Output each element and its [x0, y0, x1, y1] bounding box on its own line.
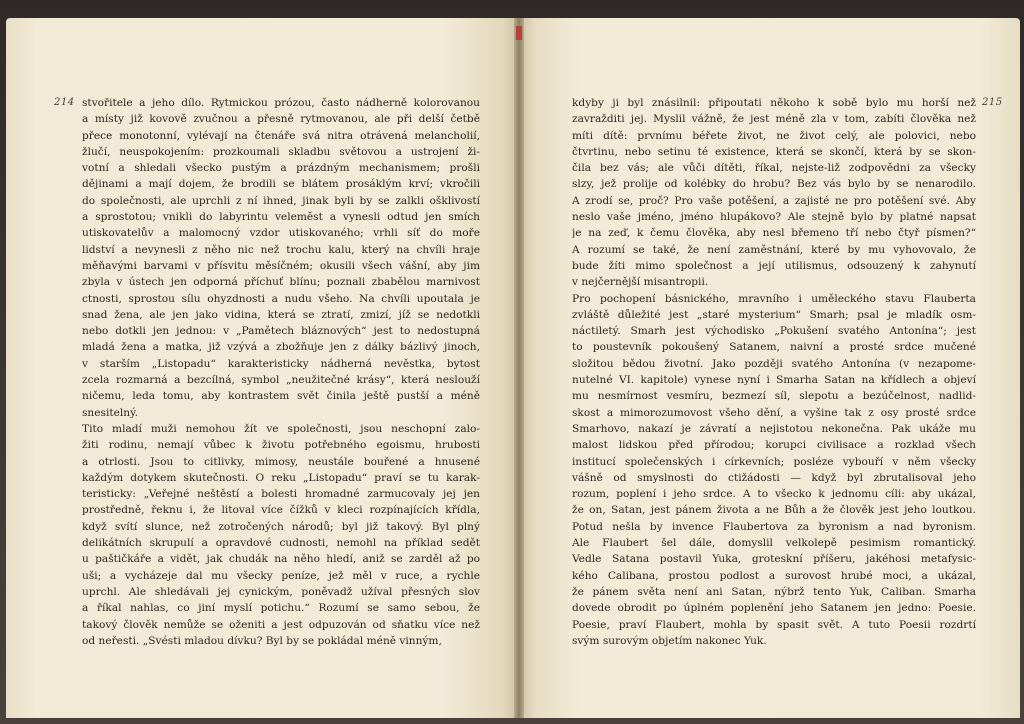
- text-line: do společnosti, ale uprchli z ní ihned, jinak byli by se zalkli ošklivostí: [82, 194, 480, 207]
- text-line: uprchl. Ale shledávali jej cynickým, poněvadž užíval přesných slov: [82, 585, 480, 598]
- text-line: dějinami a mají dojem, že brodili se blátem prosáklým krví; vkročili: [82, 178, 480, 191]
- text-line: čila bez vás; ale vůči dítěti, říkal, nejste-liž zodpovědni za všecky: [572, 162, 976, 175]
- text-line: a sprostotou; vnikli do labyrintu veleměst a vynesli odtud jen smích: [82, 211, 480, 224]
- text-line: ničemu, leda tomu, aby kontrastem svět činila ještě pustší a méně: [82, 390, 480, 403]
- text-line: měňavými barvami v přísvitu měsíčném; okusili všech vášní, aby jim: [82, 259, 480, 272]
- text-line: žlučí, neuspokojením: prozkoumali skladbu světovou a ustrojení ži-: [82, 145, 480, 158]
- text-line: institucí společenských i církevních; posléze vybouří v něm všecky: [572, 455, 976, 468]
- text-line: uši; a vycházeje dal mu všecky peníze, jež měl v ruce, a rychle: [82, 569, 480, 582]
- text-line: Potud nešla by invence Flaubertova za byronism a nad byronism.: [572, 520, 976, 533]
- text-line: lidství a nevynesli z něho nic než trochu kalu, který na chvíli hraje: [82, 243, 480, 256]
- text-line: a otrlosti. Jsou to citlivky, mimosy, neustále bouřené a hnusené: [82, 455, 480, 468]
- text-line: snad žena, ale jen jako vidina, která se ztratí, zmizí, jíž se nedotkli: [82, 308, 480, 321]
- text-line: Tito mladí muži nemohou žít ve společnosti, jsou neschopní zalo-: [82, 422, 480, 435]
- text-line: kého Calibana, prostou podlost a surovost hrubé moci, a ukázal,: [572, 569, 976, 582]
- text-line: svým surovým objetím nakonec Yuk.: [572, 634, 767, 647]
- text-line: přece monotonní, vylévají na čtenáře svá nitra otrávená melancholií,: [82, 129, 480, 142]
- text-line: míti dítě: prvnímu béřete život, ne život celý, ale polovici, nebo: [572, 129, 976, 142]
- text-line: že on, Satan, jest pánem života a ne Bůh a že člověk jest jeho loutkou.: [572, 504, 976, 517]
- text-line: od neřesti. „Svésti mladou dívku? Byl by se pokládal méně vinným,: [82, 634, 442, 647]
- text-line: čtvrtinu, nebo setinu té existence, která se skončí, která by se skon-: [572, 145, 976, 158]
- text-line: složitou bědou životní. Jako později svatého Antonína (v nezapome-: [572, 357, 976, 370]
- text-line: Poesie, praví Flaubert, mohla by spasit svět. A tuto Poesii rozdrtí: [572, 618, 976, 631]
- text-line: a říkal nahlas, co jiní myslí potichu.“ Rozumí se samo sebou, že: [82, 602, 480, 615]
- text-line: takový člověk nemůže se oženiti a jest odpuzován od sňatku více než: [82, 618, 480, 631]
- text-line: Smarhovo, nakazí je závratí a nejistotou nekonečna. Pak ukáže mu: [572, 422, 976, 435]
- text-line: stvořitele a jeho dílo. Rytmickou prózou, často nádherně kolorovanou: [82, 97, 480, 109]
- text-line: neslo vaše jméno, jméno hlupákovo? Ale stejně bylo by platné napsat: [572, 211, 976, 224]
- text-line: v nejčernější misantropii.: [572, 276, 709, 289]
- text-line: nebo dotkli jen jednou: v „Pamětech bláznových“ jest to nedostupná: [82, 325, 480, 338]
- text-line: a místy již kovově zvučnou a přesně rytmovanou, ale při delší četbě: [82, 113, 480, 126]
- text-line: slzy, jež prolije od kolébky do hrobu? Bez vás bylo by se nenarodilo.: [572, 178, 976, 191]
- text-line: utiskovatelův a malomocný vzdor utiskovaného; vrhli síť do moře: [82, 227, 480, 240]
- text-line: náctiletý. Smarh jest východisko „Pokušení svatého Antonína“; jest: [572, 325, 976, 338]
- text-line: votní a shledali všecko pustým a prázdným mechanismem; prošli: [82, 162, 480, 175]
- text-line: dovede obrodit po úplném poplenění jeho Satanem jen jedno: Poesie.: [572, 602, 976, 615]
- text-line: mladá žena a matka, již vzývá a zbožňuje jen z dálky bázlivý jinoch,: [82, 341, 480, 354]
- right-page-number: 215: [982, 97, 1003, 108]
- text-line: zavražditi jej. Myslil vážně, že jest méně zla v tom, zabíti člověka než: [572, 113, 976, 126]
- text-line: zvláště důležité jest „staré mysterium“ Smarh; psal je mladík osm-: [572, 308, 976, 321]
- text-line: bude žíti mimo společnost a její utilismus, odsouzený k zahynutí: [572, 259, 976, 272]
- text-line: kdyby ji byl znásilnil: připoutati někoho k sobě bylo mu horší než: [572, 97, 976, 109]
- text-line: nutelné VI. kapitole) vynese nyní i Smarha Satan na křídlech a objeví: [572, 374, 976, 387]
- text-line: malost lidskou před přírodou; korupci civilisace a rozklad všech: [572, 439, 976, 452]
- text-line: teristicky: „Veřejné neštěstí a bolesti hromadné zarmucovaly jej jen: [82, 488, 480, 501]
- text-line: když svítí slunce, než zotročených národů; byl již takový. Byl plný: [82, 520, 480, 533]
- text-line: žiti rodinu, nemají vůbec k životu potřebného egoismu, hrubosti: [82, 439, 480, 452]
- text-line: A rozumí se také, že není zaměstnání, které by mu vyhovovalo, že: [572, 243, 976, 256]
- text-line: to poustevník pokoušený Satanem, naivní a prosté srdce mučené: [572, 341, 976, 354]
- text-line: delikátních skrupulí a opravdové cudnosti, nemohl na příklad sedět: [82, 537, 480, 550]
- text-line: snesitelný.: [82, 406, 139, 419]
- book-gutter: [514, 18, 524, 718]
- text-line: že pánem světa není ani Satan, nýbrž tento Yuk, Caliban. Smarha: [572, 585, 976, 598]
- text-line: skost a mimorozumovost všeho dění, a vyšine tak z osy prosté srdce: [572, 406, 976, 419]
- text-line: mu nesmírnost vesmíru, bezmezí síl, slepotu a bezúčelnost, nadlid-: [572, 390, 976, 403]
- text-line: A zrodí se, proč? Pro vaše potěšení, a zajisté ne pro potěšení své. Aby: [572, 194, 976, 207]
- left-page-number: 214: [54, 97, 75, 108]
- left-page-text: [82, 95, 480, 649]
- text-line: zcela rozmarná a bezcílná, symbol „neužitečné krásy“, která neslouží: [82, 374, 480, 387]
- text-line: ctnosti, sprostou sílu ohyzdnosti a nudu všeho. Na chvíli upoutala je: [82, 292, 480, 305]
- text-line: Vedle Satana postavil Yuka, groteskní příšeru, jakéhosi metafysic-: [572, 553, 976, 566]
- text-line: v starším „Listopadu“ karakteristicky nádherná nevěstka, bytost: [82, 357, 480, 370]
- text-line: prostředně, řeknu i, že litoval více čížků v kleci rozpínajících křídla,: [82, 504, 480, 517]
- text-line: je na zeď, k čemu člověka, aby nesl břemeno tří nebo čtyř písmen?“: [572, 227, 976, 240]
- text-line: Pro pochopení básnického, mravního i uměleckého stavu Flauberta: [572, 292, 976, 305]
- text-line: vášně od smyslnosti do ctižádosti — když byl zbrutalisoval jeho: [572, 471, 976, 484]
- text-line: zbyla v ústech jen odporná příchuť blínu; poznali zbabělou marnivost: [82, 276, 480, 289]
- text-line: každým dotykem skutečnosti. O reku „Listopadu“ praví se tu karak-: [82, 471, 480, 484]
- right-page-text: [572, 95, 976, 649]
- text-line: rozum, poplení i jeho srdce. A to všecko k jednomu cíli: aby ukázal,: [572, 488, 976, 501]
- bookmark-ribbon: [516, 26, 522, 40]
- text-line: Ale Flaubert šel dále, domyslil velkolepě pesimism romantický.: [572, 537, 976, 550]
- text-line: u paštičkáře a vidět, jak chudák na něho hledí, aniž se zarděl až po: [82, 553, 480, 566]
